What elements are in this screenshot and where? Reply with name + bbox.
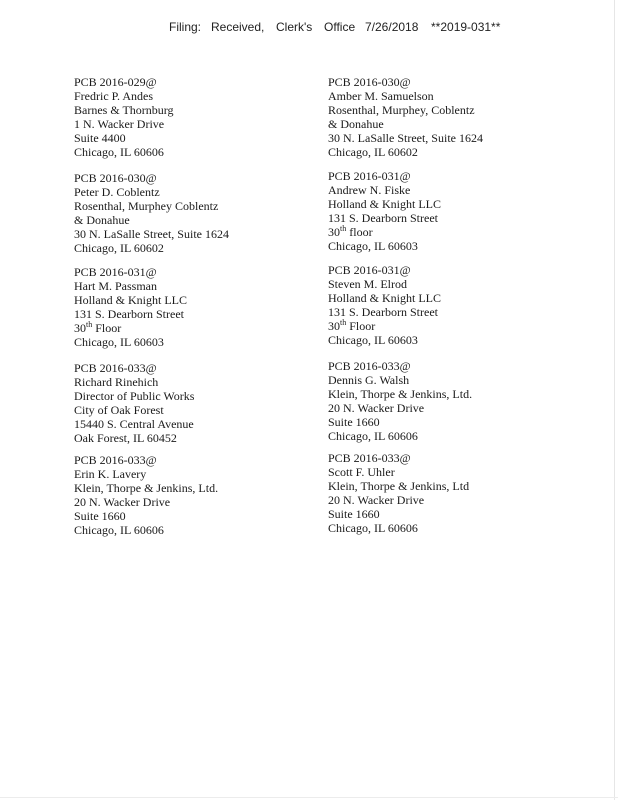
- suite: Suite 1660: [74, 509, 126, 523]
- address-block: [74, 265, 314, 349]
- street-address: 20 N. Wacker Drive: [74, 495, 171, 509]
- address-block: [74, 361, 314, 445]
- suite: Suite 4400: [74, 131, 126, 145]
- recipient-name: Andrew N. Fiske: [328, 183, 411, 197]
- floor-ordinal: th: [340, 224, 347, 233]
- recipient-name: Richard Rinehich: [74, 375, 159, 389]
- floor-word: Floor: [92, 321, 122, 335]
- street-address: 131 S. Dearborn Street: [74, 307, 184, 321]
- floor-ordinal: th: [86, 320, 93, 329]
- floor: [74, 321, 314, 335]
- floor-number: 30: [74, 321, 86, 335]
- case-number: PCB 2016-030@: [74, 171, 157, 185]
- organization: Klein, Thorpe & Jenkins, Ltd.: [328, 387, 473, 401]
- address-block: [74, 75, 314, 159]
- recipient-name: Fredric P. Andes: [74, 89, 153, 103]
- case-number: PCB 2016-031@: [328, 263, 411, 277]
- case-number: PCB 2016-029@: [74, 75, 157, 89]
- floor-number: 30: [328, 319, 340, 333]
- case-number: PCB 2016-033@: [328, 359, 411, 373]
- city-state-zip: Chicago, IL 60606: [74, 523, 164, 537]
- case-number: PCB 2016-033@: [74, 361, 157, 375]
- city-state-zip: Chicago, IL 60603: [74, 335, 164, 349]
- address-block: [328, 169, 568, 253]
- recipient-name: Hart M. Passman: [74, 279, 157, 293]
- city-state-zip: Chicago, IL 60606: [74, 145, 164, 159]
- city-state-zip: Chicago, IL 60606: [328, 521, 418, 535]
- city-state-zip: Chicago, IL 60602: [74, 241, 164, 255]
- header-office-label: Office: [324, 20, 356, 34]
- address-block: [74, 171, 314, 255]
- recipient-name: Amber M. Samuelson: [328, 89, 434, 103]
- scan-edge-right: [614, 0, 615, 800]
- header-received-label: Received,: [211, 20, 265, 34]
- suite: Suite 1660: [328, 415, 380, 429]
- organization-continued: & Donahue: [328, 117, 384, 131]
- address-block: [328, 75, 568, 159]
- street-address: 20 N. Wacker Drive: [328, 493, 425, 507]
- organization: Klein, Thorpe & Jenkins, Ltd.: [74, 481, 219, 495]
- city-state-zip: Oak Forest, IL 60452: [74, 431, 177, 445]
- organization: Holland & Knight LLC: [74, 293, 187, 307]
- recipient-name: Dennis G. Walsh: [328, 373, 410, 387]
- case-number: PCB 2016-033@: [74, 453, 157, 467]
- organization: City of Oak Forest: [74, 403, 164, 417]
- address-block: [74, 453, 314, 537]
- street-address: 1 N. Wacker Drive: [74, 117, 165, 131]
- address-block: [328, 359, 568, 443]
- street-address: 131 S. Dearborn Street: [328, 305, 438, 319]
- city-state-zip: Chicago, IL 60603: [328, 333, 418, 347]
- header-date: 7/26/2018: [365, 20, 419, 34]
- street-address: 30 N. LaSalle Street, Suite 1624: [328, 131, 483, 145]
- case-number: PCB 2016-031@: [328, 169, 411, 183]
- organization: Klein, Thorpe & Jenkins, Ltd: [328, 479, 470, 493]
- floor-word: floor: [346, 225, 373, 239]
- organization: Rosenthal, Murphey Coblentz: [74, 199, 219, 213]
- address-block: [328, 263, 568, 347]
- floor-word: Floor: [346, 319, 376, 333]
- street-address: 20 N. Wacker Drive: [328, 401, 425, 415]
- organization-continued: & Donahue: [74, 213, 130, 227]
- floor: [328, 225, 568, 239]
- recipient-name: Erin K. Lavery: [74, 467, 147, 481]
- street-address: 131 S. Dearborn Street: [328, 211, 438, 225]
- suite: Suite 1660: [328, 507, 380, 521]
- street-address: 15440 S. Central Avenue: [74, 417, 194, 431]
- floor-number: 30: [328, 225, 340, 239]
- case-number: PCB 2016-030@: [328, 75, 411, 89]
- header-document-id: **2019-031**: [431, 20, 501, 34]
- title: Director of Public Works: [74, 389, 195, 403]
- organization: Rosenthal, Murphey, Coblentz: [328, 103, 475, 117]
- header-clerks-label: Clerk's: [276, 20, 313, 34]
- floor: [328, 319, 568, 333]
- recipient-name: Scott F. Uhler: [328, 465, 395, 479]
- case-number: PCB 2016-031@: [74, 265, 157, 279]
- organization: Holland & Knight LLC: [328, 291, 441, 305]
- scan-edge-bottom: [0, 797, 618, 798]
- case-number: PCB 2016-033@: [328, 451, 411, 465]
- city-state-zip: Chicago, IL 60603: [328, 239, 418, 253]
- header-filing-label: Filing:: [169, 20, 202, 34]
- street-address: 30 N. LaSalle Street, Suite 1624: [74, 227, 229, 241]
- organization: Barnes & Thornburg: [74, 103, 174, 117]
- organization: Holland & Knight LLC: [328, 197, 441, 211]
- address-block: [328, 451, 568, 535]
- recipient-name: Steven M. Elrod: [328, 277, 407, 291]
- recipient-name: Peter D. Coblentz: [74, 185, 160, 199]
- city-state-zip: Chicago, IL 60602: [328, 145, 418, 159]
- floor-ordinal: th: [340, 318, 347, 327]
- city-state-zip: Chicago, IL 60606: [328, 429, 418, 443]
